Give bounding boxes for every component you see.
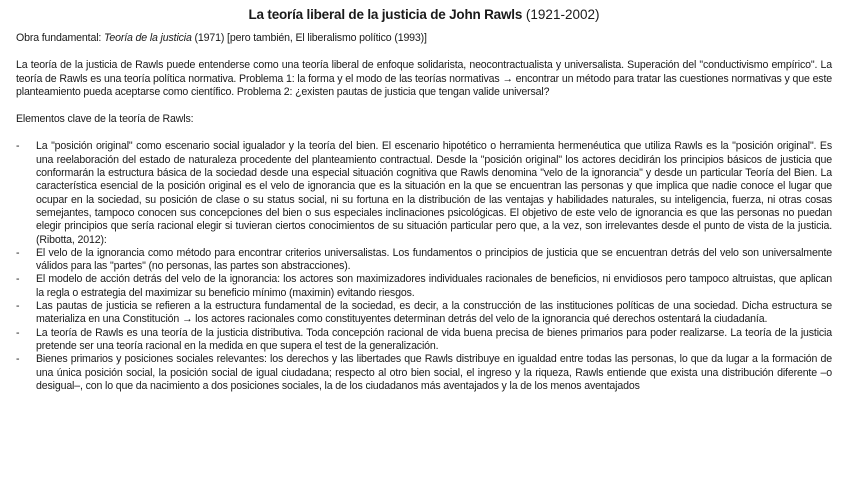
bullet-marker: -: [16, 300, 20, 313]
list-item-text: Bienes primarios y posiciones sociales relevantes: los derechos y las libertades que Rawls distribuye en igualdad entre todas las personas, lo que da lugar a la formación de una única posición social, la posición social de igual ciudadana; respecto al otro bien social, el ingreso y la riqueza, Rawls entiende que exista una distribución diferente –o desigual–, con lo que da nacimiento a dos posiciones sociales, la de los ciudadanos más aventajados y la de los menos aventajados: [36, 353, 832, 392]
obra-book-title: Teoría de la justicia: [104, 32, 192, 44]
bullet-marker: -: [16, 326, 20, 339]
list-item: [16, 327, 832, 354]
title-years: (1921-2002): [525, 7, 600, 22]
obra-suffix: (1971) [pero también, El liberalismo político (1993)]: [191, 32, 427, 44]
list-item: [16, 353, 832, 393]
section-heading: Elementos clave de la teoría de Rawls:: [16, 113, 194, 126]
list-item-text: La teoría de Rawls es una teoría de la justicia distributiva. Toda concepción racional de vida buena precisa de bienes primarios para poder realizarse. La teoría de la justicia pretende ser una teoría racional en la medida en que supera el test de la generalización.: [36, 326, 832, 352]
key-elements-list: [16, 140, 832, 393]
list-item: [16, 247, 832, 274]
obra-prefix: Obra fundamental:: [16, 32, 104, 44]
intro-paragraph: La teoría de la justicia de Rawls puede entenderse como una teoría liberal de enfoque solidarista, neocontractualista y universalista. Superación del "conductivismo empírico". La teoría de Rawls es una teoría política normativa. Problema 1: la forma y el modo de las teorías normativas → encontrar un método para tratar las cuestiones normativas y que este planteamiento pueda aceptarse como científico. Problema 2: ¿existen pautas de justicia que tengan valide universal?: [16, 59, 832, 98]
bullet-marker: -: [16, 353, 20, 366]
list-item-text: El velo de la ignorancia como método para encontrar criterios universalistas. Los fundamentos o principios de justicia que se encuentran detrás del velo son universalmente válidos para las "partes" (no personas, las partes son abstracciones).: [36, 246, 832, 273]
list-item-text: El modelo de acción detrás del velo de la ignorancia: los actores son maximizadores individuales racionales de beneficios, ni envidiosos pero tampoco altruistas, que aplican la regla o estrategia del maximizar su beneficio mínimo (maximin) evitando riesgos.: [36, 273, 832, 299]
list-item-text: Las pautas de justicia se refieren a la estructura fundamental de la sociedad, es decir, a la construcción de las instituciones políticas de una sociedad. Dicha estructura se materializa en una Constitución → los actores racionales como constituyentes determinan detrás del velo de la ignorancia qué derechos ostentará la ciudadanía.: [36, 300, 832, 326]
list-item: [16, 273, 832, 300]
list-item: [16, 140, 832, 246]
list-item: [16, 300, 832, 327]
bullet-marker: -: [16, 273, 20, 286]
list-item-text: La "posición original" como escenario social igualador y la teoría del bien. El escenario hipotético o herramienta hermenéutica que utiliza Rawls es la "posición original". Es una reelaboración del estado de naturaleza procedente del planteamiento contractual. Desde la "posición original" los actores decidirán los principios básicos de justicia que conformarán la estructura básica de la sociedad desde una especial situación cognitiva que Rawls denomina "velo de la ignorancia" y desde un particular Teoría del Bien. La característica esencial de la posición original es el velo de ignorancia que es la situación en la que se encuentran las personas y que implica que nadie conoce el lugar que ocupar en la sociedad, su posición de clase o su status social, ni su fortuna en la distribución de las ventajas y habilidades naturales, su inteligencia, fuerza, ni otras cosas semejantes, tampoco conocen sus concepciones del bien o sus especiales inclinaciones psicológicas. El objetivo de este velo de ignorancia es que las personas no puedan elegir principios que sería racional elegir si tuvieran ciertos conocimientos de su situación particular pero que, a la vez, son irrelevantes desde el punto de vista de la justicia. (Ribotta, 2012):: [36, 140, 832, 246]
document-title: [16, 6, 832, 24]
bullet-marker: -: [16, 140, 20, 153]
title-text: La teoría liberal de la justicia de John Rawls: [248, 7, 523, 22]
obra-fundamental: [16, 32, 832, 45]
bullet-marker: -: [16, 246, 20, 259]
